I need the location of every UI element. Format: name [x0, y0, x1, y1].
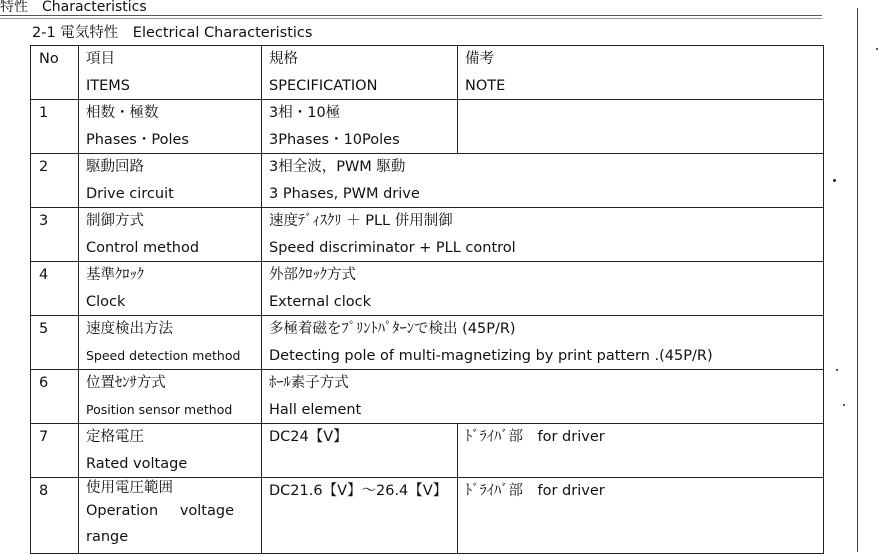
spec-cell: ﾎｰﾙ素子方式 Hall element	[262, 370, 824, 424]
row-number: 7	[31, 424, 79, 478]
table-row	[31, 478, 824, 554]
item-cell: 定格電圧 Rated voltage	[79, 424, 262, 478]
item-cell: 基準ｸﾛｯｸ Clock	[79, 262, 262, 316]
page-header	[0, 0, 810, 14]
spec-cell: DC24【V】	[262, 424, 458, 478]
header-cell-no: No	[31, 46, 79, 100]
note-cell: ﾄﾞﾗｲﾊﾞ部 for driver	[458, 424, 824, 478]
item-cell: 使用電圧範囲 Operation voltage range	[79, 478, 262, 554]
item-cell: 制御方式 Control method	[79, 208, 262, 262]
table-row	[31, 208, 824, 262]
table-row	[31, 100, 824, 154]
section-title: 2-1 電気特性 Electrical Characteristics	[32, 25, 313, 41]
scan-margin-line	[857, 8, 858, 552]
spec-cell: DC21.6【V】～26.4【V】	[262, 478, 458, 554]
spec-cell: 多極着磁をﾌﾟﾘﾝﾄﾊﾟﾀｰﾝで検出 (45P/R) Detecting pole of multi-magnetizing by print pattern .(45P/R)	[262, 316, 824, 370]
header-rule	[0, 15, 822, 19]
note-cell	[458, 100, 824, 154]
item-cell: 駆動回路 Drive circuit	[79, 154, 262, 208]
item-cell: 速度検出方法 Speed detection method	[79, 316, 262, 370]
scan-speck	[876, 48, 878, 50]
row-number: 2	[31, 154, 79, 208]
row-number: 3	[31, 208, 79, 262]
item-en-justified: Operation voltage	[86, 503, 234, 519]
spec-cell: 3相全波，PWM 駆動 3 Phases, PWM drive	[262, 154, 824, 208]
row-number: 5	[31, 316, 79, 370]
item-cell: 相数・極数 Phases・Poles	[79, 100, 262, 154]
table-row	[31, 262, 824, 316]
table-header-row	[31, 46, 824, 100]
table-row	[31, 370, 824, 424]
scan-speck	[833, 179, 836, 182]
table-row	[31, 424, 824, 478]
scan-speck	[843, 404, 845, 406]
header-cell-items: 項目 ITEMS	[79, 46, 262, 100]
page-header-title: 特性 Characteristics	[0, 0, 147, 15]
header-cell-note: 備考 NOTE	[458, 46, 824, 100]
table-row	[31, 316, 824, 370]
row-number: 8	[31, 478, 79, 554]
spec-cell: 3相・10極 3Phases・10Poles	[262, 100, 458, 154]
note-cell: ﾄﾞﾗｲﾊﾞ部 for driver	[458, 478, 824, 554]
scan-speck	[836, 369, 838, 371]
electrical-characteristics-table	[30, 45, 824, 554]
row-number: 1	[31, 100, 79, 154]
table-row	[31, 154, 824, 208]
row-number: 6	[31, 370, 79, 424]
item-cell: 位置ｾﾝｻ方式 Position sensor method	[79, 370, 262, 424]
spec-cell: 速度ﾃﾞｨｽｸﾘ ＋ PLL 併用制御 Speed discriminator + PLL control	[262, 208, 824, 262]
row-number: 4	[31, 262, 79, 316]
spec-cell: 外部ｸﾛｯｸ方式 External clock	[262, 262, 824, 316]
header-cell-specification: 規格 SPECIFICATION	[262, 46, 458, 100]
